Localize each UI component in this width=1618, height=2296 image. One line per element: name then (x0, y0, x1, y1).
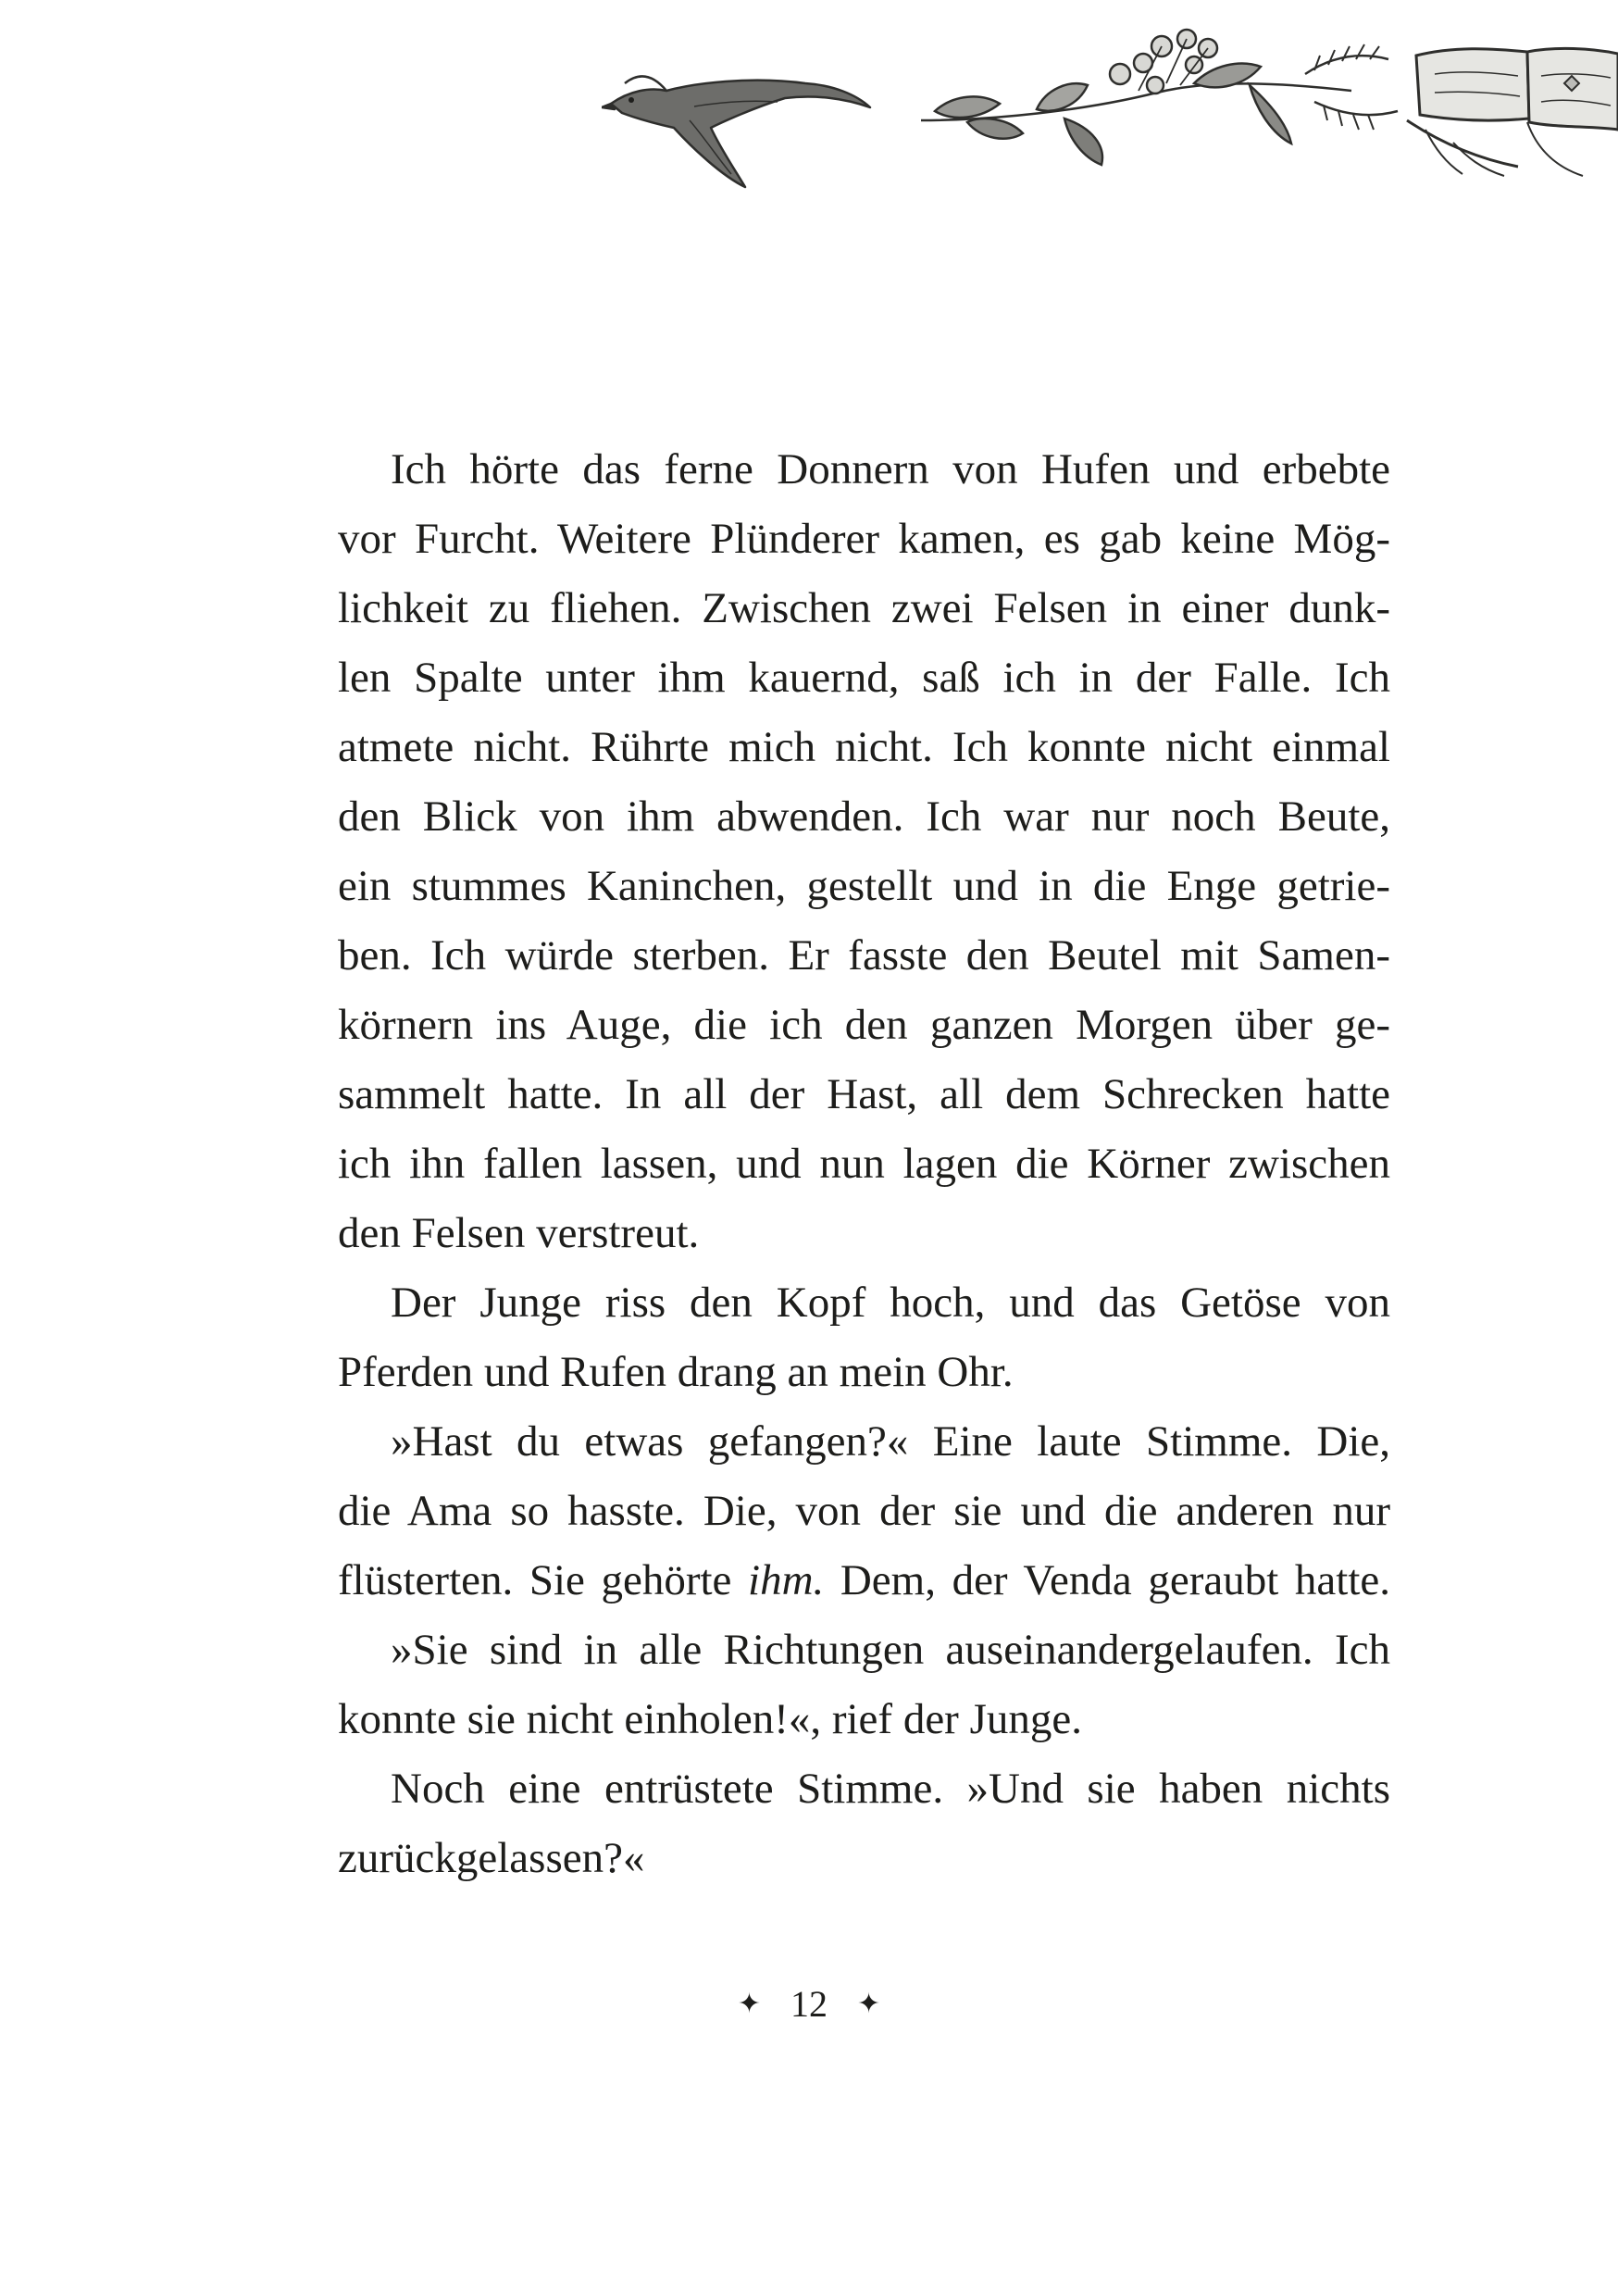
body-text (338, 435, 1390, 1893)
text-line: konnte sie nicht einholen!«, rief der Junge. (338, 1695, 1082, 1743)
text-line: atmete nicht. Rührte mich nicht. Ich konnte nicht einmal (338, 723, 1390, 771)
text-run: Dem, der Venda geraubt hatte. (824, 1556, 1390, 1604)
text-line: »Hast du etwas gefangen?« Eine laute Stimme. Die, (391, 1417, 1390, 1466)
text-line: Der Junge riss den Kopf hoch, und das Getöse von (391, 1279, 1390, 1327)
text-line: Pferden und Rufen drang an mein Ohr. (338, 1348, 1014, 1396)
text-run: flüsterten. Sie gehörte (338, 1556, 749, 1604)
text-line: ben. Ich würde sterben. Er fasste den Beutel mit Samen- (338, 931, 1390, 980)
page-number: 12 (790, 1983, 828, 2025)
text-line: Noch eine entrüstete Stimme. »Und sie haben nichts (391, 1765, 1390, 1813)
text-line: zurückgelassen?« (338, 1834, 645, 1882)
wooden-plank-icon (1407, 48, 1618, 176)
text-line: len Spalte unter ihm kauernd, saß ich in der Falle. Ich (338, 654, 1390, 702)
text-line: körnern ins Auge, die ich den ganzen Morgen über ge- (338, 1001, 1390, 1049)
text-line: vor Furcht. Weitere Plünderer kamen, es gab keine Mög- (338, 515, 1390, 563)
star-ornament-icon: ✦ (737, 1989, 761, 2019)
text-line-italic-mixed (338, 1546, 1390, 1616)
page-folio (0, 1981, 1618, 2028)
text-line: die Ama so hasste. Die, von der sie und die anderen nur (338, 1487, 1390, 1535)
text-line: den Blick von ihm abwenden. Ich war nur noch Beute, (338, 792, 1390, 841)
italic-run: ihm. (748, 1556, 825, 1604)
header-ornament (602, 19, 1618, 231)
swallow-icon (602, 76, 870, 187)
text-line: Ich hörte das ferne Donnern von Hufen und erbebte (391, 445, 1390, 493)
text-line: lichkeit zu fliehen. Zwischen zwei Felsen in einer dunk- (338, 584, 1390, 632)
text-line: ein stummes Kaninchen, gestellt und in die Enge getrie- (338, 862, 1390, 910)
text-line: den Felsen verstreut. (338, 1209, 700, 1257)
star-ornament-icon: ✦ (857, 1989, 881, 2019)
text-line: sammelt hatte. In all der Hast, all dem Schrecken hatte (338, 1070, 1390, 1118)
text-line: »Sie sind in alle Richtungen auseinandergelaufen. Ich (391, 1626, 1390, 1674)
berry-branch-icon (921, 30, 1398, 165)
text-line: ich ihn fallen lassen, und nun lagen die Körner zwischen (338, 1140, 1390, 1188)
